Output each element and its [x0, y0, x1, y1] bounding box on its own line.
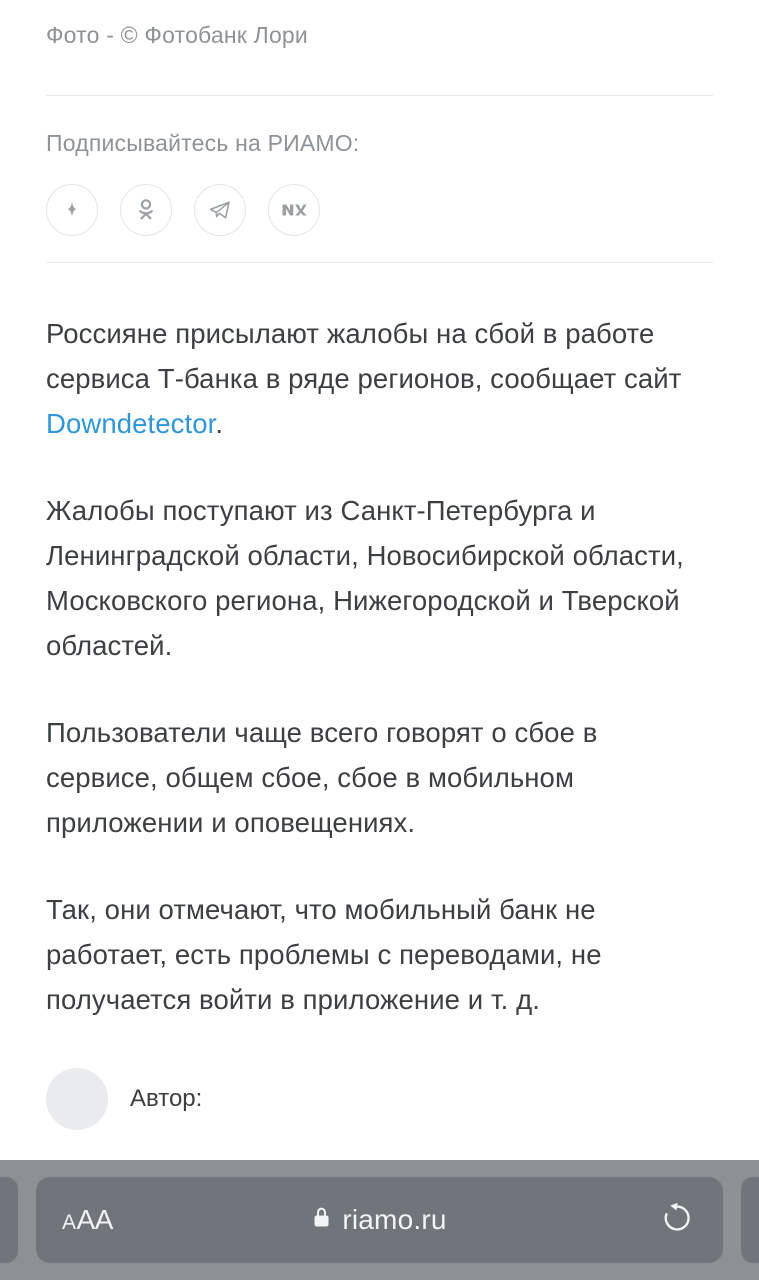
- paragraph-4: Так, они отмечают, что мобильный банк не работает, есть проблемы с переводами, не получается войти в приложение и т. д.: [46, 893, 602, 1015]
- avatar: [46, 1068, 108, 1130]
- reload-icon: [660, 1201, 694, 1240]
- social-button-telegram[interactable]: [194, 184, 246, 236]
- reload-button[interactable]: [657, 1200, 697, 1240]
- text-size-button[interactable]: [62, 1204, 113, 1236]
- paragraph-2: Жалобы поступают из Санкт-Петербурга и Ленинградской области, Новосибирской области, Московского региона, Нижегородской и Тверской областей.: [46, 494, 684, 661]
- author-row: [46, 1068, 713, 1130]
- social-buttons-row: [46, 184, 713, 236]
- downdetector-link[interactable]: Downdetector: [46, 407, 216, 439]
- social-button-zen[interactable]: [46, 184, 98, 236]
- zen-icon: [62, 200, 82, 220]
- text-size-label-small: A: [62, 1211, 76, 1234]
- browser-bottom-bar: [0, 1160, 759, 1280]
- social-button-vkontakte[interactable]: [268, 184, 320, 236]
- social-button-odnoklassniki[interactable]: [120, 184, 172, 236]
- previous-tab-peek[interactable]: [0, 1177, 18, 1263]
- telegram-icon: [209, 200, 231, 220]
- article-body: [46, 311, 713, 1022]
- text-size-label: AA: [76, 1204, 113, 1235]
- url-text: riamo.ru: [342, 1204, 447, 1235]
- next-tab-peek[interactable]: [741, 1177, 759, 1263]
- paragraph-1-text-after: .: [215, 407, 224, 439]
- divider-top: [46, 95, 713, 96]
- lock-icon: [312, 1206, 331, 1234]
- author-label: Автор:: [130, 1084, 203, 1112]
- vkontakte-icon: [281, 203, 307, 217]
- paragraph-3: Пользователи чаще всего говорят о сбое в сервисе, общем сбое, сбое в мобильном приложении и оповещениях.: [46, 716, 598, 838]
- photo-credit: Фото - © Фотобанк Лори: [46, 22, 308, 48]
- paragraph-1: [46, 311, 713, 446]
- address-bar[interactable]: [36, 1177, 723, 1263]
- subscribe-label: Подписывайтесь на РИАМО:: [46, 129, 360, 156]
- divider-bottom: [46, 262, 713, 263]
- odnoklassniki-icon: [137, 199, 155, 221]
- paragraph-1-text-before: Россияне присылают жалобы на сбой в работе сервиса Т-банка в ряде регионов, сообщает сайт: [46, 317, 682, 394]
- url-display: [36, 1204, 723, 1236]
